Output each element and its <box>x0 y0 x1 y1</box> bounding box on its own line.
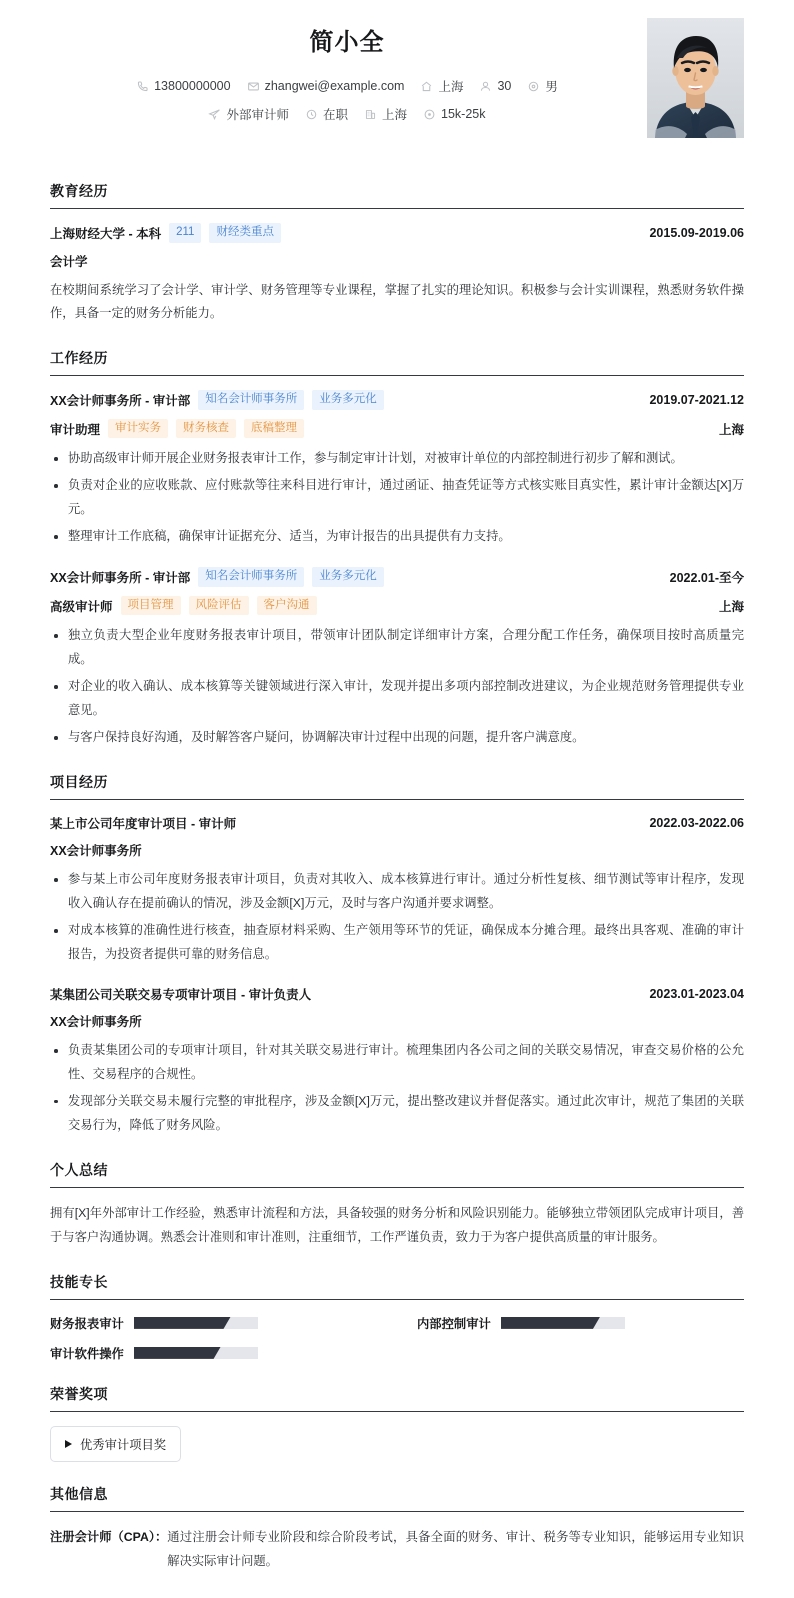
skill-name: 审计软件操作 <box>50 1346 124 1361</box>
entry-left <box>50 223 281 243</box>
bullet-item: 发现部分关联交易未履行完整的审批程序，涉及金额[X]万元，提出整改建议并督促落实。通过此次审计，规范了集团的关联交易行为，降低了财务风险。 <box>50 1090 744 1138</box>
bullet-item: 参与某上市公司年度财务报表审计项目，负责对其收入、成本核算进行审计。通过分析性复核、细节测试等审计程序，发现收入确认存在提前确认的情况，涉及金额[X]万元，及时与客户沟通并要求调整。 <box>50 868 744 916</box>
bullet-list <box>50 447 744 549</box>
home-icon <box>420 80 433 93</box>
contact-text: 在职 <box>323 108 349 122</box>
contact-text: 30 <box>497 79 512 93</box>
entry-header-line <box>50 390 744 410</box>
section-title-education: 教育经历 <box>50 183 108 199</box>
play-triangle-icon <box>65 1440 72 1448</box>
bullet-list <box>50 624 744 750</box>
tag-orange: 客户沟通 <box>257 596 317 616</box>
contact-item-salary <box>423 107 485 121</box>
summary-text: 拥有[X]年外部审计工作经验，熟悉审计流程和方法，具备较强的财务分析和风险识别能力。能够独立带领团队完成审计项目，善于与客户沟通协调。熟悉会计准则和审计准则，注重细节，工作严谨负责，致力于为客户提供高质量的审计服务。 <box>50 1205 744 1244</box>
contact-text: 13800000000 <box>154 79 231 93</box>
education-body <box>50 209 744 326</box>
contact-text: 15k-25k <box>441 107 486 121</box>
tag-orange: 审计实务 <box>108 419 168 439</box>
tag-blue: 财经类重点 <box>209 223 281 243</box>
contact-text: 男 <box>545 80 558 94</box>
tag-orange: 底稿整理 <box>244 419 304 439</box>
entry-left <box>50 596 317 616</box>
education-date: 2015.09-2019.06 <box>649 225 744 240</box>
award-chip[interactable] <box>50 1426 181 1462</box>
phone-icon <box>136 80 149 93</box>
job-icon <box>208 108 221 121</box>
bullet-item: 与客户保持良好沟通，及时解答客户疑问，协调解决审计过程中出现的问题，提升客户满意度。 <box>50 726 744 750</box>
skill-progress-track <box>134 1347 258 1359</box>
project-date: 2023.01-2023.04 <box>649 987 744 1002</box>
other-info-item <box>50 1526 744 1574</box>
section-awards <box>0 1384 794 1462</box>
skill-progress-track <box>501 1317 625 1329</box>
school-name: 上海财经大学 - 本科 <box>50 226 162 241</box>
education-entry <box>50 223 744 326</box>
contact-text: 上海 <box>438 80 464 94</box>
awards-body <box>50 1412 744 1462</box>
section-title-other: 其他信息 <box>50 1485 108 1502</box>
award-list <box>50 1426 744 1462</box>
skill-row <box>50 1344 377 1362</box>
tag-blue: 知名会计师事务所 <box>198 390 304 410</box>
education-description: 在校期间系统学习了会计学、审计学、财务管理等专业课程，掌握了扎实的理论知识。积极参与会计实训课程，熟悉财务软件操作，具备一定的财务分析能力。 <box>50 282 744 321</box>
bullet-item: 负责某集团公司的专项审计项目，针对其关联交易进行审计。梳理集团内各公司之间的关联交易情况，审查交易价格的公允性、交易程序的合规性。 <box>50 1039 744 1087</box>
contact-item-mail <box>247 79 405 93</box>
bullet-item: 独立负责大型企业年度财务报表审计项目，带领审计团队制定详细审计方案，合理分配工作任务，确保项目按时高质量完成。 <box>50 624 744 672</box>
contact-text: zhangwei@example.com <box>264 79 405 93</box>
role-name: 审计助理 <box>50 422 101 437</box>
project-date: 2022.03-2022.06 <box>649 816 744 831</box>
other-body <box>50 1512 744 1574</box>
contact-item-age <box>479 79 511 93</box>
contact-item-gender <box>527 77 558 95</box>
entry-header-line <box>50 567 744 587</box>
status-icon <box>305 108 318 121</box>
project-org: XX会计师事务所 <box>50 1015 142 1030</box>
work-location: 上海 <box>718 422 744 437</box>
section-title-projects: 项目经历 <box>50 774 108 791</box>
entry-role-line <box>50 596 744 616</box>
candidate-name: 简小全 <box>309 29 385 56</box>
contact-row-secondary <box>50 105 744 123</box>
entry-header-line <box>50 814 744 832</box>
bullet-list <box>50 1039 744 1138</box>
skill-row <box>50 1314 377 1332</box>
section-skills <box>0 1272 794 1362</box>
bullet-list <box>50 868 744 967</box>
work-entry <box>50 567 744 750</box>
project-name: 某集团公司关联交易专项审计项目 - 审计负责人 <box>50 988 312 1003</box>
skill-row <box>417 1314 744 1332</box>
contact-item-city <box>364 105 407 123</box>
company-name: XX会计师事务所 - 审计部 <box>50 394 191 409</box>
contact-item-status <box>305 105 348 123</box>
contact-item-home <box>420 77 463 95</box>
entry-header-line <box>50 223 744 243</box>
skill-name: 内部控制审计 <box>417 1316 491 1331</box>
section-title-awards: 荣誉奖项 <box>50 1385 108 1402</box>
entry-left <box>50 814 236 832</box>
section-education <box>0 181 794 326</box>
skill-progress-track <box>134 1317 258 1329</box>
tag-orange: 项目管理 <box>121 596 181 616</box>
gender-icon <box>527 80 540 93</box>
contact-item-phone <box>136 79 230 93</box>
section-work <box>0 348 794 750</box>
section-summary <box>0 1160 794 1250</box>
tag-blue: 知名会计师事务所 <box>198 567 304 587</box>
projects-body <box>50 800 744 1138</box>
contact-text: 上海 <box>382 108 408 122</box>
skills-grid <box>50 1314 744 1362</box>
award-label: 优秀审计项目奖 <box>80 1437 167 1452</box>
project-entry <box>50 814 744 967</box>
section-title-summary: 个人总结 <box>50 1161 108 1178</box>
section-other <box>0 1484 794 1598</box>
contact-text: 外部审计师 <box>226 108 289 122</box>
city-icon <box>364 108 377 121</box>
entry-header-line <box>50 985 744 1003</box>
company-name: XX会计师事务所 - 审计部 <box>50 571 191 586</box>
section-title-work: 工作经历 <box>50 350 108 367</box>
profile-photo <box>647 18 744 138</box>
work-date: 2019.07-2021.12 <box>649 393 744 408</box>
mail-icon <box>247 80 260 93</box>
skills-body <box>50 1300 744 1362</box>
project-org: XX会计师事务所 <box>50 844 142 859</box>
tag-orange: 风险评估 <box>189 596 249 616</box>
work-date: 2022.01-至今 <box>669 571 744 586</box>
entry-left <box>50 390 384 410</box>
tag-blue: 211 <box>169 223 201 243</box>
contact-row-primary <box>50 77 744 95</box>
major-name: 会计学 <box>50 254 88 269</box>
age-icon <box>479 80 492 93</box>
bullet-item: 协助高级审计师开展企业财务报表审计工作，参与制定审计计划，对被审计单位的内部控制进行初步了解和测试。 <box>50 447 744 471</box>
work-location: 上海 <box>718 599 744 614</box>
bullet-item: 对企业的收入确认、成本核算等关键领域进行深入审计，发现并提出多项内部控制改进建议，为企业规范财务管理提供专业意见。 <box>50 675 744 723</box>
skill-progress-fill <box>501 1317 600 1329</box>
summary-body <box>50 1188 744 1250</box>
tag-blue: 业务多元化 <box>312 567 384 587</box>
salary-icon <box>423 108 436 121</box>
bullet-item: 整理审计工作底稿，确保审计证据充分、适当，为审计报告的出具提供有力支持。 <box>50 525 744 549</box>
other-info-text: 通过注册会计师专业阶段和综合阶段考试，具备全面的财务、审计、税务等专业知识，能够运用专业知识解决实际审计问题。 <box>167 1529 744 1568</box>
bullet-item: 对成本核算的准确性进行核查，抽查原材料采购、生产领用等环节的凭证，确保成本分摊合理。最终出具客观、准确的审计报告，为投资者提供可靠的财务信息。 <box>50 919 744 967</box>
tag-orange: 财务核查 <box>176 419 236 439</box>
skill-progress-fill <box>134 1347 221 1359</box>
entry-role-line <box>50 419 744 439</box>
section-title-skills: 技能专长 <box>50 1273 108 1290</box>
project-entry <box>50 985 744 1138</box>
project-name: 某上市公司年度审计项目 - 审计师 <box>50 817 237 832</box>
bullet-item: 负责对企业的应收账款、应付账款等往来科目进行审计，通过函证、抽查凭证等方式核实账目真实性，累计审计金额达[X]万元。 <box>50 474 744 522</box>
tag-blue: 业务多元化 <box>312 390 384 410</box>
work-body <box>50 376 744 750</box>
section-projects <box>0 772 794 1138</box>
entry-left <box>50 567 384 587</box>
skill-progress-fill <box>134 1317 231 1329</box>
role-name: 高级审计师 <box>50 599 113 614</box>
other-info-label: 注册会计师（CPA）： <box>50 1529 168 1544</box>
entry-left <box>50 985 311 1003</box>
work-entry <box>50 390 744 549</box>
resume-header <box>0 0 794 159</box>
contact-item-job <box>208 105 289 123</box>
skill-name: 财务报表审计 <box>50 1316 124 1331</box>
entry-left <box>50 419 304 439</box>
